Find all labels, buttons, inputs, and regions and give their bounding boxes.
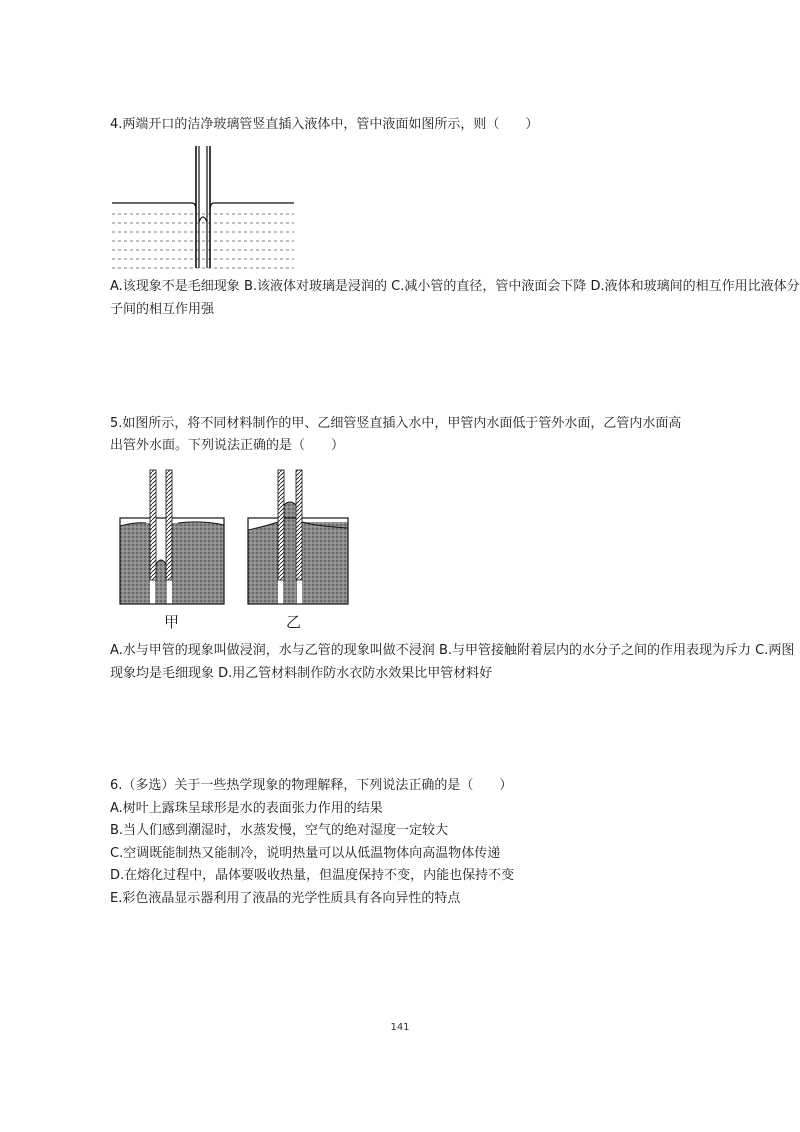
option-c: C.减小管的直径，管中液面会下降 (391, 279, 587, 294)
option-e: E.彩色液晶显示器利用了液晶的光学性质具有各向异性的特点 (110, 890, 461, 906)
question-5-options (110, 639, 800, 685)
option-b: B.与甲管接触附着层内的水分子之间的作用表现为斥力 (438, 643, 752, 658)
two-tubes-figure (116, 468, 356, 608)
option-a: A.树叶上露珠呈球形是水的表面张力作用的结果 (110, 800, 383, 816)
question-5-stem-line-1: 5.如图所示，将不同材料制作的甲、乙细管竖直插入水中，甲管内水面低于管外水面，乙管内水面高 (110, 416, 682, 431)
option-c: C.空调既能制热又能制冷，说明热量可以从低温物体向高温物体传递 (110, 845, 501, 861)
liquid-hatching (112, 214, 294, 268)
question-4-stem: 4.两端开口的洁净玻璃管竖直插入液体中，管中液面如图所示，则（ ） (110, 117, 539, 132)
option-b: B.该液体对玻璃是浸润的 (243, 279, 388, 294)
page-number: 141 (390, 1022, 410, 1033)
question-4-options (110, 276, 800, 321)
capillary-tube-figure (108, 144, 298, 270)
question-5-stem-line-2: 出管外水面。下列说法正确的是（ ） (110, 438, 345, 453)
option-a: A.该现象不是毛细现象 (110, 279, 240, 294)
question-6-stem: 6.（多选）关于一些热学现象的物理解释，下列说法正确的是（ ） (110, 778, 513, 793)
option-a: A.水与甲管的现象叫做浸润，水与乙管的现象叫做不浸润 (110, 643, 435, 658)
tube-meniscus (199, 217, 207, 222)
container-b (248, 470, 348, 604)
option-d: D.液体和玻璃间的相互作用比液体分子间的相互作用强 (110, 279, 800, 317)
figure-label-a: 甲 (164, 613, 180, 631)
question-5 (110, 413, 720, 457)
question-4 (110, 114, 720, 136)
liquid-surface-right (210, 203, 294, 210)
option-c: C.两图现象均是毛细现象 (110, 643, 795, 681)
question-6 (110, 775, 720, 910)
figure-label-b: 乙 (286, 613, 302, 631)
option-d: D.在熔化过程中，晶体要吸收热量，但温度保持不变，内能也保持不变 (110, 868, 515, 883)
option-d: D.用乙管材料制作防水衣防水效果比甲管材料好 (218, 666, 493, 681)
container-a (120, 470, 224, 604)
option-b: B.当人们感到潮湿时，水蒸发慢，空气的绝对湿度一定较大 (110, 823, 449, 838)
liquid-surface-left (112, 203, 196, 210)
